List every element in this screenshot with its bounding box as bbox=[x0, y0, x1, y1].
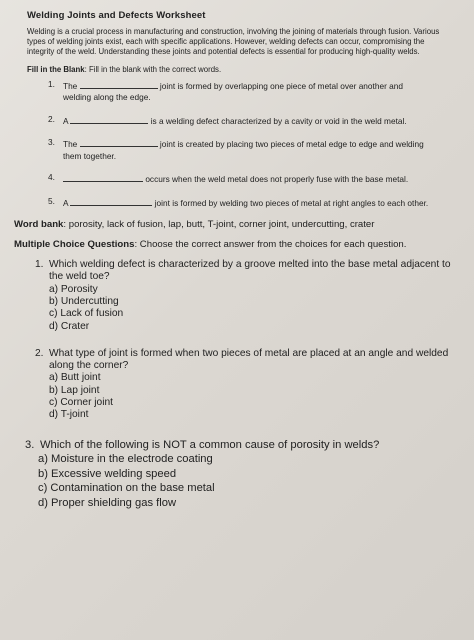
question-1 bbox=[35, 259, 460, 333]
question-text: Which welding defect is characterized by a groove melted into the base metal adjacent to the weld toe? bbox=[49, 259, 451, 283]
answer-option[interactable]: a) Moisture in the electrode coating bbox=[38, 453, 213, 466]
item-number: 1. bbox=[48, 78, 55, 89]
question-text: What type of joint is formed when two pieces of metal are placed at an angle and welded along the corner? bbox=[49, 347, 449, 372]
item-text-after: joint is formed by overlapping one piece of metal over another and welding along the edge. bbox=[63, 80, 403, 103]
item-number: 4. bbox=[48, 172, 55, 183]
fill-in-list bbox=[48, 79, 460, 210]
item-text-before: A bbox=[63, 197, 69, 208]
item-number: 3. bbox=[48, 137, 55, 148]
item-text-after: joint is created by placing two pieces of metal edge to edge and welding them together. bbox=[63, 139, 424, 161]
multiple-choice-label: Multiple Choice Questions bbox=[14, 239, 135, 251]
word-bank-text: : porosity, lack of fusion, lap, butt, T-joint, corner joint, undercutting, crater bbox=[63, 219, 375, 231]
answer-blank[interactable] bbox=[70, 114, 148, 124]
worksheet-title: Welding Joints and Defects Worksheet bbox=[27, 10, 206, 21]
answer-option[interactable]: d) Proper shielding gas flow bbox=[38, 496, 177, 509]
fill-in-item-2 bbox=[48, 114, 460, 128]
answer-options bbox=[38, 452, 460, 510]
item-text-before: The bbox=[63, 139, 78, 150]
answer-option[interactable]: b) Undercutting bbox=[49, 296, 119, 307]
answer-option[interactable]: a) Porosity bbox=[49, 283, 98, 295]
multiple-choice-header bbox=[14, 239, 460, 250]
answer-option[interactable]: c) Contamination on the base metal bbox=[38, 482, 215, 495]
answer-option[interactable]: c) Corner joint bbox=[49, 397, 113, 409]
question-number: 1. bbox=[35, 259, 44, 271]
fill-in-item-4 bbox=[48, 172, 460, 186]
answer-option[interactable]: d) Crater bbox=[49, 320, 90, 332]
question-text: Which of the following is NOT a common cause of porosity in welds? bbox=[40, 438, 380, 451]
intro-paragraph: Welding is a crucial process in manufacturing and construction, involving the joining of materials through fusion. Various types of welding joints exist, each with specific applications. However, welding defects can occur, compromising the integrity of the weld. Understanding these joints and potential defects is essential for producing high-quality welds. bbox=[27, 27, 440, 57]
answer-option[interactable]: b) Excessive welding speed bbox=[38, 467, 177, 480]
answer-option[interactable]: c) Lack of fusion bbox=[49, 308, 124, 320]
answer-blank[interactable] bbox=[63, 172, 143, 182]
fill-in-label: Fill in the Blank bbox=[27, 64, 85, 74]
answer-blank[interactable] bbox=[80, 79, 158, 89]
question-number: 3. bbox=[25, 438, 35, 451]
question-2 bbox=[35, 348, 460, 422]
answer-option[interactable]: d) T-joint bbox=[49, 409, 89, 421]
fill-in-item-1 bbox=[48, 79, 460, 104]
question-3 bbox=[25, 438, 460, 511]
answer-option[interactable]: a) Butt joint bbox=[49, 372, 101, 384]
multiple-choice-instruction: : Choose the correct answer from the choices for each question. bbox=[134, 239, 407, 251]
item-text-after: is a welding defect characterized by a cavity or void in the weld metal. bbox=[150, 115, 407, 126]
answer-blank[interactable] bbox=[70, 196, 152, 206]
answer-option[interactable]: b) Lap joint bbox=[49, 384, 100, 396]
question-number: 2. bbox=[35, 347, 44, 359]
answer-options bbox=[49, 372, 460, 421]
answer-blank[interactable] bbox=[80, 137, 158, 147]
fill-in-header bbox=[27, 65, 460, 74]
word-bank-label: Word bank bbox=[14, 219, 64, 231]
item-number: 5. bbox=[48, 195, 55, 206]
item-text-after: occurs when the weld metal does not properly fuse with the base metal. bbox=[145, 174, 409, 185]
item-text-before: A bbox=[63, 115, 69, 126]
answer-options bbox=[49, 284, 460, 333]
fill-in-item-3 bbox=[48, 137, 460, 162]
fill-in-item-5 bbox=[48, 196, 460, 210]
item-text-before: The bbox=[63, 80, 78, 91]
item-text-after: joint is formed by welding two pieces of metal at right angles to each other. bbox=[154, 197, 429, 208]
fill-in-instruction: : Fill in the blank with the correct words. bbox=[84, 64, 222, 74]
item-number: 2. bbox=[48, 113, 55, 124]
word-bank bbox=[14, 219, 460, 230]
